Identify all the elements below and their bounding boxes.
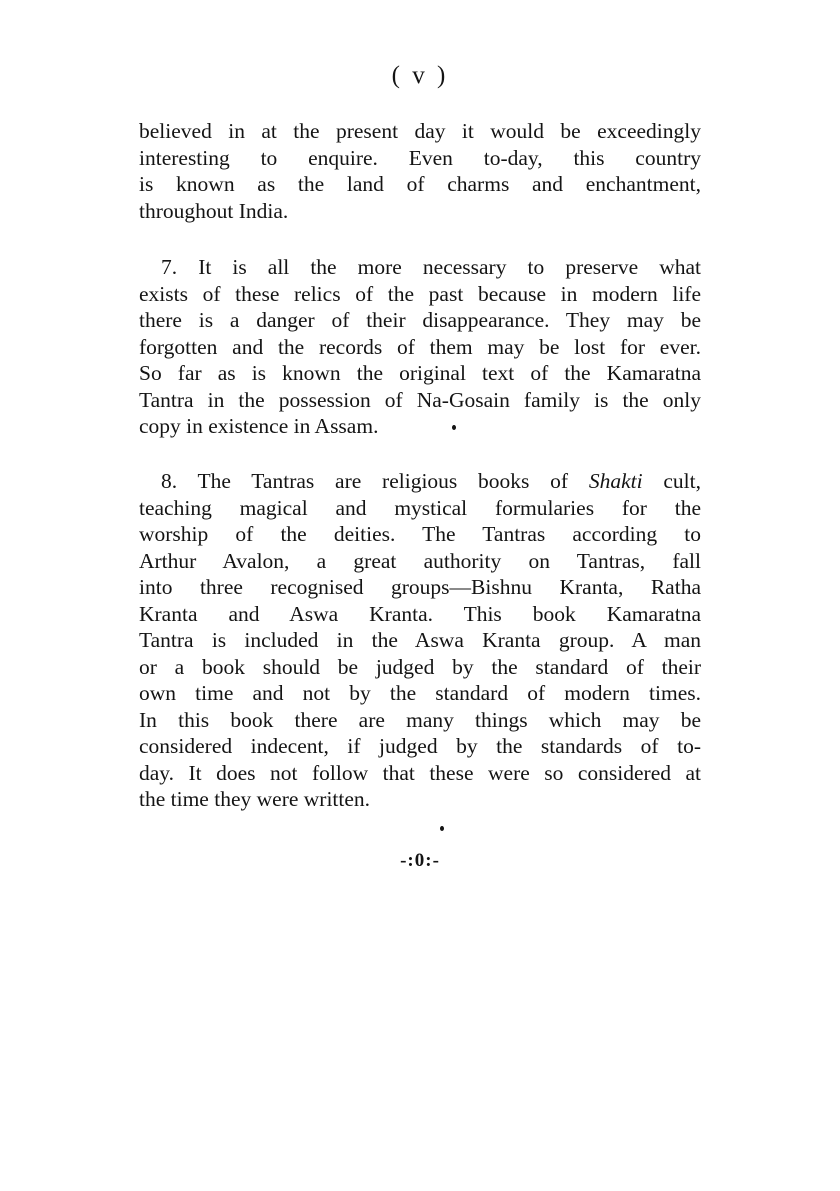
- paragraph-line: believed in at the present day it would be exceedingly: [139, 119, 701, 143]
- paragraph-line: throughout India.: [139, 198, 289, 223]
- paragraph-line: the time they were written.: [139, 787, 371, 811]
- paragraph-line: day. It does not follow that these were so considered at: [139, 760, 701, 785]
- paragraph-line: 7. It is all the more necessary to preserve what: [161, 255, 701, 279]
- paragraph-line: [139, 468, 701, 495]
- page-number: ( v ): [391, 62, 449, 89]
- paragraph-line: or a book should be judged by the standard of their: [139, 654, 701, 679]
- paragraph-line: Tantra is included in the Aswa Kranta group. A man: [139, 628, 701, 652]
- paragraph-line-end: cult,: [642, 469, 701, 493]
- paragraph-line: worship of the deities. The Tantras according to: [139, 522, 701, 546]
- paragraph-8: [139, 468, 701, 813]
- paragraph-line: copy in existence in Assam.: [139, 414, 379, 438]
- paragraph-continuation: [139, 118, 701, 224]
- paragraph-line: considered indecent, if judged by the standards of to-: [139, 734, 701, 758]
- paragraph-line: forgotten and the records of them may be lost for ever.: [139, 334, 701, 359]
- paragraph-7: [139, 254, 701, 440]
- italic-term: Shakti: [588, 469, 643, 493]
- ink-speck: [452, 425, 456, 430]
- paragraph-line: own time and not by the standard of modern times.: [139, 681, 701, 705]
- paragraph-line: Tantra in the possession of Na-Gosain family is the only: [139, 387, 701, 412]
- end-ornament: -:0:-: [400, 850, 440, 871]
- ink-speck: [440, 826, 444, 831]
- paragraph-line: So far as is known the original text of the Kamaratna: [139, 361, 701, 385]
- paragraph-line: Kranta and Aswa Kranta. This book Kamaratna: [139, 601, 701, 626]
- paragraph-line: Arthur Avalon, a great authority on Tantras, fall: [139, 548, 701, 573]
- paragraph-line: into three recognised groups—Bishnu Kranta, Ratha: [139, 575, 701, 599]
- paragraph-line: there is a danger of their disappearance. They may be: [139, 308, 701, 332]
- paragraph-line: teaching magical and mystical formularies for the: [139, 495, 701, 520]
- paragraph-line-start: 8. The Tantras are religious books of: [161, 469, 589, 493]
- paragraph-line: exists of these relics of the past because in modern life: [139, 281, 701, 306]
- paragraph-line: interesting to enquire. Even to-day, this country: [139, 145, 701, 170]
- paragraph-line: In this book there are many things which may be: [139, 707, 701, 732]
- paragraph-line: is known as the land of charms and enchantment,: [139, 172, 701, 196]
